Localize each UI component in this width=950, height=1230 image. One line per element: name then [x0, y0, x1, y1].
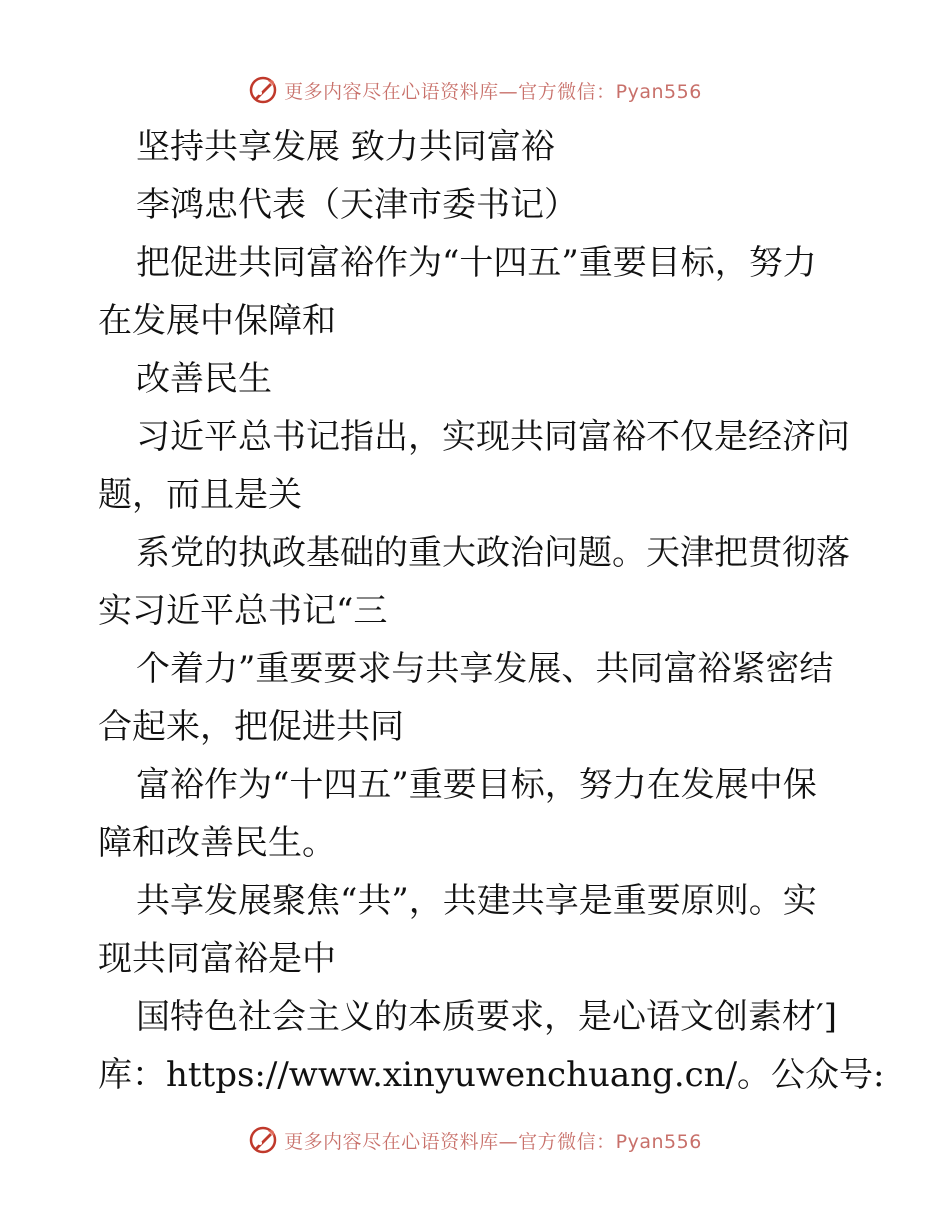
text-line: 现共同富裕是中	[98, 939, 336, 979]
footer-watermark	[0, 1120, 950, 1160]
text-line: 合起来，把促进共同	[98, 707, 404, 747]
text-line: 习近平总书记指出，实现共同富裕不仅是经济问	[136, 417, 850, 457]
text-line: 把促进共同富裕作为“十四五”重要目标，努力	[136, 243, 817, 283]
watermark-text: 更多内容尽在心语资料库—官方微信：Pyan556	[284, 80, 702, 103]
document-body	[98, 118, 885, 1104]
text-line: 共享发展聚焦“共”，共建共享是重要原则。实	[136, 881, 817, 921]
text-line: 实习近平总书记“三	[98, 591, 388, 631]
text-line: 坚持共享发展 致力共同富裕	[136, 127, 555, 167]
quill-pen-logo-icon	[248, 75, 278, 105]
text-line: 库：https://www.xinyuwenchuang.cn/。公众号:	[98, 1055, 885, 1095]
text-line: 系党的执政基础的重大政治问题。天津把贯彻落	[136, 533, 850, 573]
text-line: 国特色社会主义的本质要求，是心语文创素材′]	[136, 997, 837, 1037]
header-watermark	[0, 70, 950, 110]
text-line: 个着力”重要要求与共享发展、共同富裕紧密结	[136, 649, 834, 689]
text-line: 障和改善民生。	[98, 823, 336, 863]
quill-pen-logo-icon	[248, 1125, 278, 1155]
watermark-text: 更多内容尽在心语资料库—官方微信：Pyan556	[284, 1130, 702, 1153]
text-line: 题，而且是关	[98, 475, 302, 515]
text-line: 富裕作为“十四五”重要目标，努力在发展中保	[136, 765, 817, 805]
text-line: 李鸿忠代表（天津市委书记）	[136, 185, 578, 225]
text-line: 在发展中保障和	[98, 301, 336, 341]
text-line: 改善民生	[136, 359, 272, 399]
